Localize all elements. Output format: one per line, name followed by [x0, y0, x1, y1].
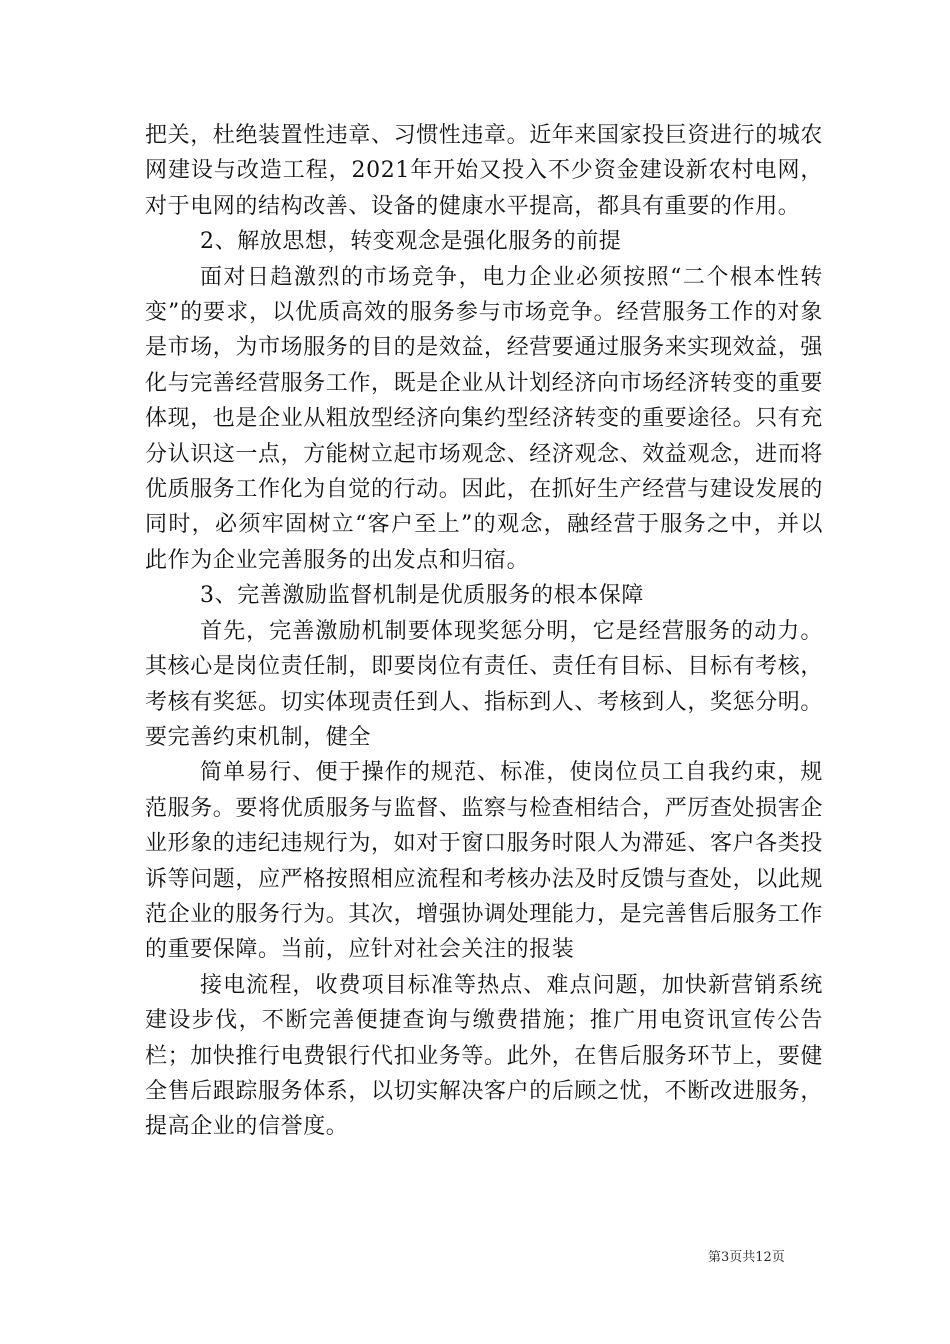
paragraph-5: 接电流程，收费项目标准等热点、难点问题，加快新营销系统建设步伐，不断完善便捷查询与缴费措施；推广用电资讯宣传公告栏；加快推行电费银行代扣业务等。此外，在售后服务环节上，要健全售后跟踪服务体系，以切实解决客户的后顾之忧，不断改进服务，提高企业的信誉度。 — [145, 972, 824, 1140]
document-body — [145, 118, 823, 1145]
section-heading-2: 2、解放思想，转变观念是强化服务的前提 — [200, 229, 622, 255]
paragraph-3: 首先，完善激励机制要体现奖惩分明，它是经营服务的动力。其核心是岗位责任制，即要岗位有责任、责任有目标、目标有考核，考核有奖惩。切实体现责任到人、指标到人、考核到人，奖惩分明。要完善约束机制，健全 — [145, 618, 824, 750]
section-heading-3: 3、完善激励监督机制是优质服务的根本保障 — [200, 583, 644, 609]
paragraph-4: 简单易行、便于操作的规范、标准，使岗位员工自我约束，规范服务。要将优质服务与监督、监察与检查相结合，严厉查处损害企业形象的违纪违规行为，如对于窗口服务时限人为滞延、客户各类投诉等问题，应严格按照相应流程和考核办法及时反馈与查处，以此规范企业的服务行为。其次，增强协调处理能力，是完善售后服务工作的重要保障。当前，应针对社会关注的报装 — [145, 760, 824, 963]
paragraph-2: 面对日趋激烈的市场竞争，电力企业必须按照“二个根本性转变”的要求，以优质高效的服务参与市场竞争。经营服务工作的对象是市场，为市场服务的目的是效益，经营要通过服务来实现效益，强化与完善经营服务工作，既是企业从计划经济向市场经济转变的重要体现，也是企业从粗放型经济向集约型经济转变的重要途径。只有充分认识这一点，方能树立起市场观念、经济观念、效益观念，进而将优质服务工作化为自觉的行动。因此，在抓好生产经营与建设发展的同时，必须牢固树立“客户至上”的观念，融经营于服务之中，并以此作为企业完善服务的出发点和归宿。 — [145, 264, 824, 573]
paragraph-1: 把关，杜绝装置性违章、习惯性违章。近年来国家投巨资进行的城农网建设与改造工程，2021年开始又投入不少资金建设新农村电网，对于电网的结构改善、设备的健康水平提高，都具有重要的作用。 — [145, 123, 824, 219]
page-number-footer: 第3页共12页 — [708, 1250, 785, 1265]
